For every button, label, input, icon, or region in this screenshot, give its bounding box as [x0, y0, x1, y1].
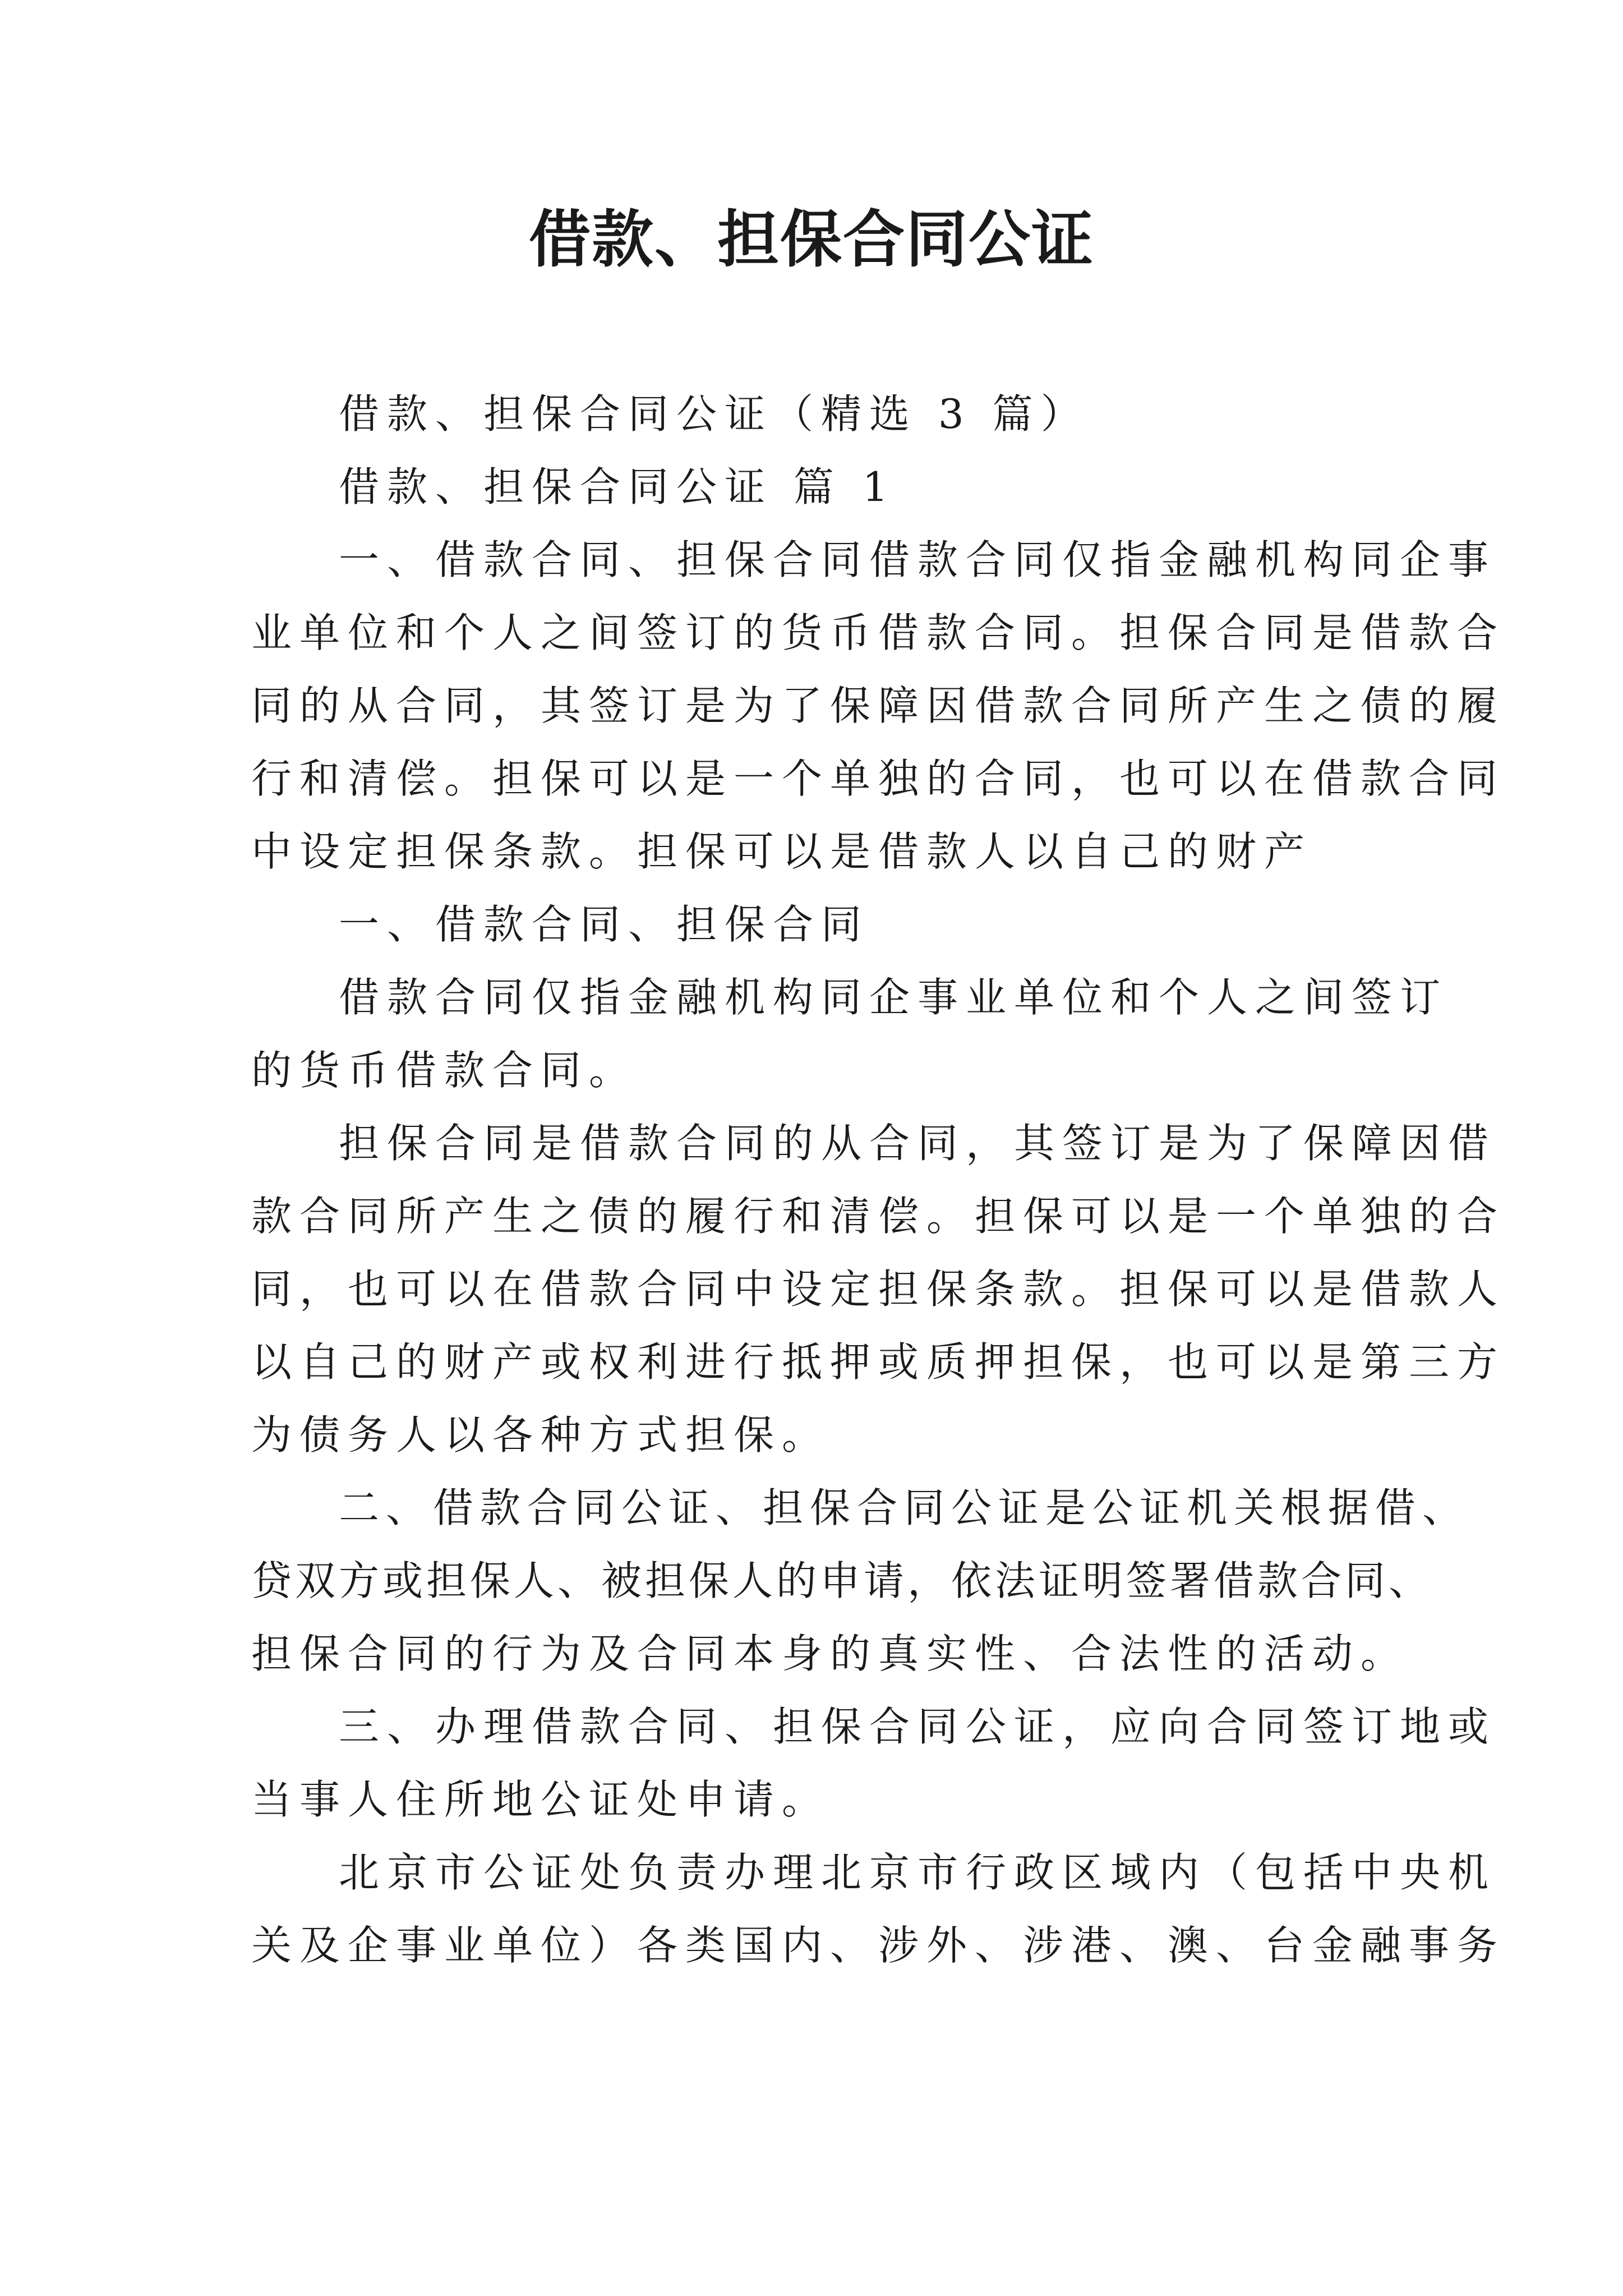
paragraph-line: 关及企事业单位）各类国内、涉外、涉港、澳、台金融事务: [251, 1922, 1506, 1969]
paragraph-line: 中设定担保条款。担保可以是借款人以自己的财产: [251, 828, 1313, 875]
paragraph-line: 担保合同的行为及合同本身的真实性、合法性的活动。: [251, 1630, 1409, 1677]
paragraph-line: 为债务人以各种方式担保。: [251, 1411, 831, 1458]
paragraph-line: 当事人住所地公证处申请。: [251, 1776, 831, 1823]
section-heading: 借款、担保合同公证 篇 1: [339, 463, 896, 510]
paragraph-line: 北京市公证处负责办理北京市行政区域内（包括中央机: [339, 1849, 1497, 1896]
paragraph-line: 二、借款合同公证、担保合同公证是公证机关根据借、: [339, 1484, 1470, 1531]
paragraph-line: 三、办理借款合同、担保合同公证，应向合同签订地或: [339, 1703, 1497, 1750]
paragraph-line: 款合同所产生之债的履行和清偿。担保可以是一个单独的合: [251, 1193, 1506, 1240]
paragraph-line: 担保合同是借款合同的从合同，其签订是为了保障因借: [339, 1120, 1497, 1167]
document-title: 借款、担保合同公证: [529, 203, 1094, 275]
paragraph-line: 同，也可以在借款合同中设定担保条款。担保可以是借款人: [251, 1266, 1506, 1313]
paragraph-line: 业单位和个人之间签订的货币借款合同。担保合同是借款合: [251, 609, 1506, 656]
paragraph-line: 的货币借款合同。: [251, 1047, 638, 1094]
paragraph-line: 同的从合同，其签订是为了保障因借款合同所产生之债的履: [251, 682, 1506, 729]
paragraph-line: 行和清偿。担保可以是一个单独的合同，也可以在借款合同: [251, 755, 1506, 802]
paragraph-line: 一、借款合同、担保合同借款合同仅指金融机构同企事: [339, 536, 1497, 583]
paragraph-line: 借款合同仅指金融机构同企事业单位和个人之间签订: [339, 974, 1449, 1021]
paragraph-line: 以自己的财产或权利进行抵押或质押担保，也可以是第三方: [251, 1338, 1506, 1386]
subtitle-line: 借款、担保合同公证（精选 3 篇）: [339, 390, 1089, 438]
paragraph-line: 贷双方或担保人、被担保人的申请，依法证明签署借款合同、: [251, 1557, 1433, 1604]
subheading-line: 一、借款合同、担保合同: [339, 901, 870, 948]
